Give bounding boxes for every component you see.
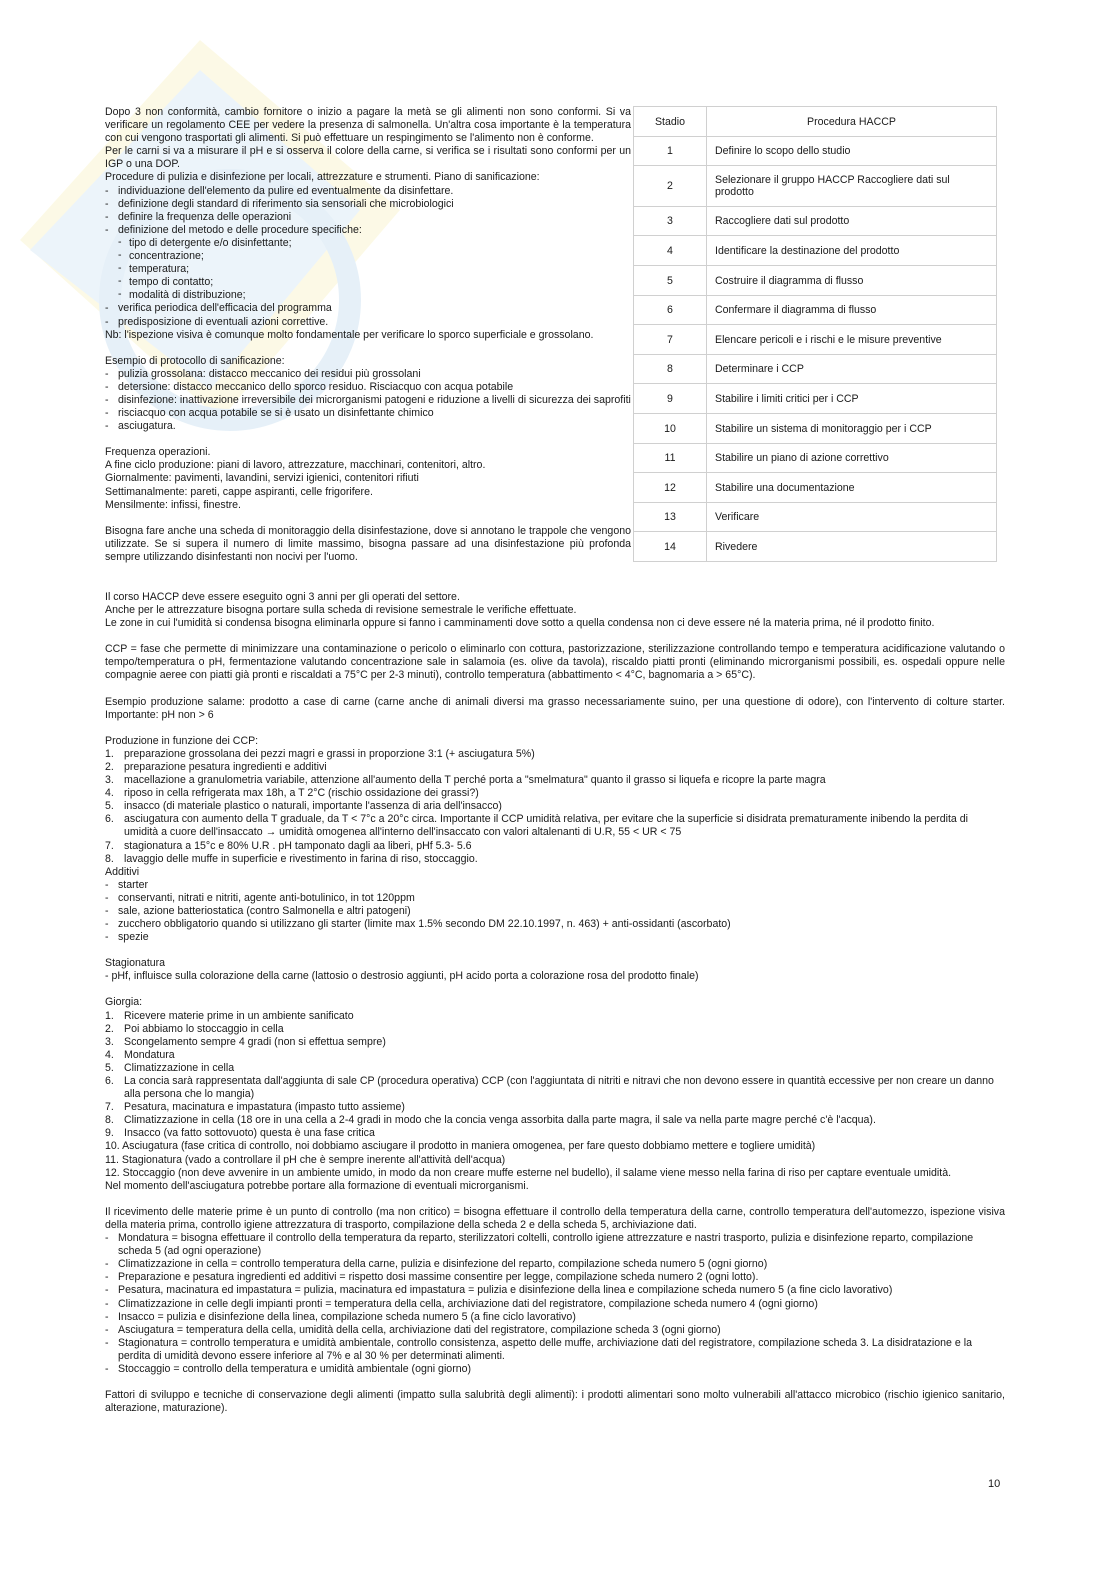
sanification-plan-list-2 [105,302,631,328]
header-stadio: Stadio [634,107,707,137]
list-item: - Climatizzazione in cella = controllo temperatura della carne, pulizia e disinfezione del reparto, compilazione scheda numero 5 (ogni giorno) [105,1258,1005,1271]
left-column [105,106,631,564]
list-item: 5. Climatizzazione in cella [105,1061,235,1074]
giorgia-list [105,1010,1005,1141]
stadio-cell: 2 [634,166,707,207]
list-item: 6. La concia sarà rappresentata dall'aggiunta di sale CP (procedura operativa) CCP (con l'aggiuntata di nitriti e nitravi che non devono essere in quantità eccessive per non creare un danno alla persona che lo mangia) [105,1075,994,1101]
list-item: 1. Ricevere materie prime in un ambiente sanificato [105,1009,354,1022]
list-item: 7. stagionatura a 15°c e 80% U.R . pH tamponato dagli aa liberi, pHf 5.3- 5.6 [105,839,472,852]
procedura-cell: Verificare [707,503,997,532]
paragraph: Fattori di sviluppo e tecniche di conservazione degli alimenti (impatto sulla salubrità degli alimenti): i prodotti alimentari sono molto vulnerabili all'attacco microbico (rischio igienico sanitario, alterazione, maturazione). [105,1389,1005,1415]
procedura-cell: Stabilire i limiti critici per i CCP [707,384,997,414]
stadio-cell: 10 [634,414,707,444]
stadio-cell: 8 [634,355,707,384]
table-row [634,414,997,444]
list-item: - sale, azione batteriostatica (contro Salmonella e altri patogeni) [105,905,1005,918]
procedura-cell: Elencare pericoli e i rischi e le misure preventive [707,325,997,355]
list-item: 2. Poi abbiamo lo stoccaggio in cella [105,1022,284,1035]
list-item: 5. insacco (di materiale plastico o naturali, importante l'assenza di aria dell'insacco) [105,800,502,813]
list-item: 9. Insacco (va fatto sottovuoto) questa è una fase critica [105,1127,375,1140]
list-item: - pulizia grossolana: distacco meccanico dei residui più grossolani [105,368,631,381]
stadio-cell: 4 [634,236,707,266]
table-row [634,296,997,325]
procedura-cell: Costruire il diagramma di flusso [707,266,997,296]
table-row [634,166,997,207]
text-line: A fine ciclo produzione: piani di lavoro, attrezzature, macchinari, contenitori, altro. [105,459,486,472]
fasi-list [105,1232,1005,1376]
haccp-table [633,106,997,562]
list-item: - Pesatura, macinatura ed impastatura = pulizia, macinatura ed impastatura = pulizia e disinfezione della linea e compilazione scheda numero 5 (a fine ciclo lavorativo) [105,1284,1005,1297]
procedura-cell: Selezionare il gruppo HACCP Raccogliere dati sul prodotto [707,166,997,207]
top-section [105,106,1005,621]
list-item: - Insacco = pulizia e disinfezione della linea, compilazione scheda numero 5 (a fine ciclo lavorativo) [105,1311,1005,1324]
list-item: 2. preparazione pesatura ingredienti e additivi [105,760,327,773]
procedura-cell: Stabilire un piano di azione correttivo [707,444,997,473]
list-item: 6. asciugatura con aumento della T graduale, da T < 7°c a 20°c circa. Importante il CCP umidità relativa, per evitare che la superficie si disidrata prematuramente inibendo la perdita di umidità a cuore dell'insaccato → umidità omogenea all'interno dell'insaccato con valori altalenanti di U.R, 55 < UR < 75 [105,813,968,839]
list-item: - Preparazione e pesatura ingredienti ed additivi = rispetto dosi massime consentire per legge, compilazione scheda numero 2 (ogni lotto). [105,1271,1005,1284]
list-item: - detersione: distacco meccanico dello sporco residuo. Risciacquo con acqua potabile [105,381,631,394]
section-title: Esempio di protocollo di sanificazione: [105,354,285,367]
page-content [105,106,1005,1415]
paragraph: Il ricevimento delle materie prime è un punto di controllo (ma non critico) = bisogna effettuare il controllo della temperatura della carne, controllo temperatura dell'automezzo, ispezione visiva della materia prima, controllo igiene attrezzatura di trasporto, compilazione della scheda 2 e della scheda 5, archiviazione dati. [105,1205,1005,1231]
list-item: 8. Climatizzazione in cella (18 ore in una cella a 2-4 gradi in modo che la concia venga assorbita dalla parte magra, il sale va nella parte magre perché c'è l'acqua). [105,1114,876,1127]
list-item: - verifica periodica dell'efficacia del programma [105,302,631,315]
section-title: Stagionatura [105,957,166,970]
list-item: - zucchero obbligatorio quando si utilizzano gli starter (limite max 1.5% secondo DM 22.10.1997, n. 463) + anti-ossidanti (ascorbato) [105,918,1005,931]
text-line: - pHf, influisce sulla colorazione della carne (lattosio o destrosio aggiunti, pH acido porta a colorazione rosa del prodotto finale) [105,970,699,983]
paragraph: Procedure di pulizia e disinfezione per locali, attrezzature e strumenti. Piano di sanificazione: [105,171,540,184]
list-item: - Stoccaggio = controllo della temperatura e umidità ambientale (ogni giorno) [105,1363,1005,1376]
list-item: 8. lavaggio delle muffe in superficie e rivestimento in farina di riso, stoccaggio. [105,852,478,865]
list-item: - risciacquo con acqua potabile se si è usato un disinfettante chimico [105,407,631,420]
list-item: - definizione del metodo e delle procedure specifiche: [105,224,631,237]
stadio-cell: 6 [634,296,707,325]
list-item: - disinfezione: inattivazione irreversibile dei microrganismi patogeni e riduzione a livelli di sicurezza dei saprofiti [105,394,631,407]
list-item: - Mondatura = bisogna effettuare il controllo della temperatura da reparto, sterilizzatori coltelli, controllo igiene attrezzature e nastri trasporto, pulizia e disinfezione reparto, compilazione scheda 5 (ad ogni operazione) [105,1232,1005,1258]
list-item: - definire la frequenza delle operazioni [105,211,631,224]
procedura-cell: Definire lo scopo dello studio [707,137,997,166]
table-row [634,266,997,296]
list-item: - Asciugatura = temperatura della cella, umidità della cella, archiviazione dati del registratore, compilazione scheda 3 (ogni giorno) [105,1324,1005,1337]
text-line: Anche per le attrezzature bisogna portare sulla scheda di revisione semestrale le verifiche effettuate. [105,604,577,617]
text-line: Mensilmente: infissi, finestre. [105,498,242,511]
list-item: 4. riposo in cella refrigerata max 18h, a T 2°C (rischio ossidazione dei grassi?) [105,787,479,800]
table-row [634,236,997,266]
stadio-cell: 13 [634,503,707,532]
salame-paragraph: Esempio produzione salame: prodotto a case di carne (carne anche di animali diversi ma grasso necessariamente suino, per una questione di odore), con l'intervento di colture starter. Importante: pH non > 6 [105,695,1005,721]
section-title: Additivi [105,865,140,878]
list-item: - temperatura; [118,263,631,276]
list-item: 3. macellazione a granulometria variabile, attenzione all'aumento della T perché porta a "smelmatura" quanto il grasso si liquefa e ricopre la parte magra [105,774,826,787]
table-row [634,444,997,473]
stadio-cell: 14 [634,532,707,562]
table-row [634,207,997,236]
section-title: Frequenza operazioni. [105,446,211,459]
list-item: - modalità di distribuzione; [118,289,631,302]
additivi-list [105,879,1005,944]
text-line: Nel momento dell'asciugatura potrebbe portare alla formazione di eventuali microrganismi. [105,1179,529,1192]
stadio-cell: 3 [634,207,707,236]
list-item: 10. Asciugatura (fase critica di controllo, noi dobbiamo asciugare il prodotto in maniera omogenea, per fare questo dobbiamo mettere e togliere umidità) [105,1140,816,1153]
protocol-list [105,368,631,433]
section-title: Produzione in funzione dei CCP: [105,734,259,747]
list-item: - spezie [105,931,1005,944]
text-line: Le zone in cui l'umidità si condensa bisogna eliminarla oppure si fanno i camminamenti dove sotto a quella condensa non ci deve essere né la materia prima, né il prodotto finito. [105,617,935,630]
note: Nb: l'ispezione visiva è comunque molto fondamentale per verificare lo sporco superficiale e grossolano. [105,328,594,341]
stadio-cell: 1 [634,137,707,166]
list-item: 12. Stoccaggio (non deve avvenire in un ambiente umido, in modo da non creare muffe esterne nel budello), il salame viene messo nella farina di riso per captare eventuale umidità. [105,1166,952,1179]
stadio-cell: 9 [634,384,707,414]
list-item: - predisposizione di eventuali azioni correttive. [105,316,631,329]
text-line: Giornalmente: pavimenti, lavandini, servizi igienici, contenitori rifiuti [105,472,419,485]
production-list [105,748,1005,866]
table-row [634,355,997,384]
list-item: 7. Pesatura, macinatura e impastatura (impasto tutto assieme) [105,1101,405,1114]
section-title: Giorgia: [105,996,143,1009]
procedura-cell: Raccogliere dati sul prodotto [707,207,997,236]
list-item: - individuazione dell'elemento da pulire ed eventualmente da disinfettare. [105,185,631,198]
list-item: - conservanti, nitrati e nitriti, agente anti-botulinico, in tot 120ppm [105,892,1005,905]
text-line: Settimanalmente: pareti, cappe aspiranti, celle frigorifere. [105,485,373,498]
stadio-cell: 7 [634,325,707,355]
procedura-cell: Identificare la destinazione del prodotto [707,236,997,266]
header-procedura: Procedura HACCP [707,107,997,137]
list-item: 11. Stagionatura (vado a controllare il pH che è sempre inerente all'attività dell'acqua) [105,1153,506,1166]
paragraph: Per le carni si va a misurare il pH e si osserva il colore della carne, si verifica se i risultati sono conformi per un IGP o una DOP. [105,145,631,171]
list-item: 3. Scongelamento sempre 4 gradi (non si effettua sempre) [105,1035,386,1048]
list-item: - Climatizzazione in celle degli impianti pronti = temperatura della cella, archiviazione dati del registratore, compilazione scheda numero 4 (ogni giorno) [105,1298,1005,1311]
paragraph: Bisogna fare anche una scheda di monitoraggio della disinfestazione, dove si annotano le trappole che vengono utilizzate. Se si supera il numero di limite massimo, bisogna passare ad una disinfestazione più profonda sempre utilizzando disinfestanti non nocivi per l'uomo. [105,524,631,563]
table-row [634,384,997,414]
table-row [634,137,997,166]
table-row [634,473,997,503]
list-item: - starter [105,879,1005,892]
text-line: Il corso HACCP deve essere eseguito ogni 3 anni per gli operati del settore. [105,591,460,603]
stadio-cell: 12 [634,473,707,503]
stadio-cell: 11 [634,444,707,473]
paragraph: Dopo 3 non conformità, cambio fornitore o inizio a pagare la metà se gli alimenti non sono conformi. Si va verificare un regolamento CEE per vedere la presenza di salmonella. Un'altra cosa importante è la temperatura con cui vengono trasportati gli alimenti. Si può effettuare un respingimento se l'alimento non è conforme. [105,106,631,145]
procedura-cell: Confermare il diagramma di flusso [707,296,997,325]
page-number: 10 [988,1478,1001,1490]
list-item: - tempo di contatto; [118,276,631,289]
list-item: 4. Mondatura [105,1048,175,1061]
table-header-row [634,107,997,137]
list-item: - Stagionatura = controllo temperatura e umidità ambientale, controllo consistenza, aspetto delle muffe, archiviazione dati del registratore, compilazione scheda 3. La disidratazione e la perdita di umidità devono essere inferiore al 7% e al 30 % per determinati alimenti. [105,1337,1005,1363]
list-item: - concentrazione; [118,250,631,263]
sanification-plan-list [105,185,631,237]
stadio-cell: 5 [634,266,707,296]
full-width-section [105,591,1005,1415]
table-row [634,503,997,532]
list-item: - asciugatura. [105,420,631,433]
list-item: - tipo di detergente e/o disinfettante; [118,237,631,250]
procedura-cell: Stabilire una documentazione [707,473,997,503]
list-item: 1. preparazione grossolana dei pezzi magri e grassi in proporzione 3:1 (+ asciugatura 5%) [105,747,535,760]
list-item: - definizione degli standard di riferimento sia sensoriali che microbiologici [105,198,631,211]
table-row [634,325,997,355]
procedura-cell: Stabilire un sistema di monitoraggio per i CCP [707,414,997,444]
ccp-paragraph: CCP = fase che permette di minimizzare una contaminazione o pericolo o eliminarlo con cottura, pastorizzazione, sterilizzazione controllando tempo e temperatura acidificazione valutando o tempo/temperatura o pH, fermentazione valutando concentrazione sale in salamoia (es. olive da tavola), riscaldo piatti pronti (eliminando microrganismi possibili, es. ospedali oppure nelle compagnie aeree con piatti già pronti e riscaldati a 75°C per 2-3 minuti), controllo temperatura (abbattimento < 4°C, bagnomaria a > 65°C). [105,643,1005,682]
table-row [634,532,997,562]
procedure-sublist [118,237,631,302]
procedura-cell: Determinare i CCP [707,355,997,384]
procedura-cell: Rivedere [707,532,997,562]
